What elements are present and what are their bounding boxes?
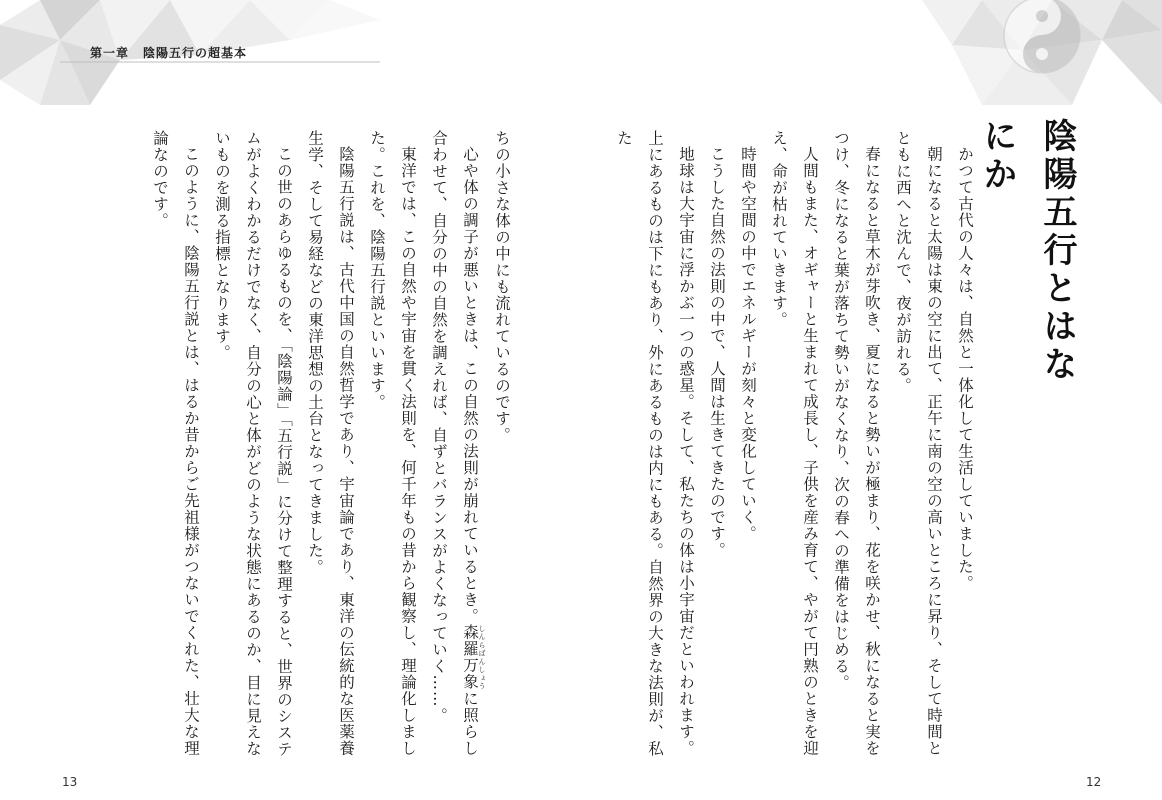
chapter-title: 陰陽五行の超基本: [143, 46, 248, 60]
text-run: に照らし合わせて、自分の中の自然を調えれば、自ずとバランスがよくなっていく……。: [430, 130, 479, 756]
ruby-base: 森羅万象: [461, 624, 479, 690]
left-page-body: [151, 130, 517, 760]
paragraph: [423, 130, 486, 760]
page-number-right: 12: [1086, 775, 1102, 789]
paragraph: 東洋では、この自然や宇宙を貫く法則を、何千年もの昔から観察し、理論化しました。これを、陰陽五行説といいます。: [368, 130, 417, 756]
right-page-body: [615, 130, 980, 760]
paragraph: ちの小さな体の中にも流れているのです。: [493, 130, 511, 444]
paragraph: 人間もまた、オギャーと生まれて成長し、子供を産み育て、やがて円熟のときを迎え、命が枯れていきます。: [770, 130, 819, 756]
paragraph: このように、陰陽五行説とは、はるか昔からご先祖様がつないでくれた、壮大な理論なのです。: [151, 130, 200, 756]
section-title: 陰陽五行とはなにか: [977, 118, 1077, 384]
ruby-annotation: [461, 624, 486, 690]
paragraph: 地球は大宇宙に浮かぶ一つの惑星。そして、私たちの体は小宇宙だといわれます。上にあるものは下にもあり、外にあるものは内にもある。自然界の大きな法則が、私た: [615, 130, 695, 757]
ruby-reading: しんらばんしょう: [478, 624, 486, 690]
chapter-label: [90, 44, 247, 61]
paragraph: 時間や空間の中でエネルギーが刻々と変化していく。: [739, 145, 757, 542]
yin-yang-icon: [922, 0, 1162, 105]
paragraph: この世のあらゆるものを、「陰陽論」「五行説」に分けて整理すると、世界のシステムがよくわかるだけでなく、自分の心と体がどのような状態にあるのか、目に見えないものを測る指標となります。: [213, 130, 293, 757]
paragraph: 春になると草木が芽吹き、夏になると勢いが極まり、花を咲かせ、秋になると実をつけ、冬になると葉が落ちて勢いがなくなり、次の春への準備をはじめる。: [832, 130, 881, 756]
paragraph: こうした自然の法則の中で、人間は生きてきたのです。: [708, 145, 726, 558]
paragraph: 陰陽五行説は、古代中国の自然哲学であり、宇宙論であり、東洋の伝統的な医薬養生学、そして易経などの東洋思想の土台となってきました。: [306, 130, 355, 756]
paragraph: 朝になると太陽は東の空に出て、正午に南の空の高いところに昇り、そして時間とともに西へと沈んで、夜が訪れる。: [894, 130, 943, 756]
page-number-left: 13: [62, 775, 78, 789]
text-run: 心や体の調子が悪いときは、この自然の法則が崩れているとき。: [461, 145, 479, 624]
paragraph: かつて古代の人々は、自然と一体化して生活していました。: [956, 145, 974, 591]
chapter-number: 第一章: [90, 46, 130, 60]
